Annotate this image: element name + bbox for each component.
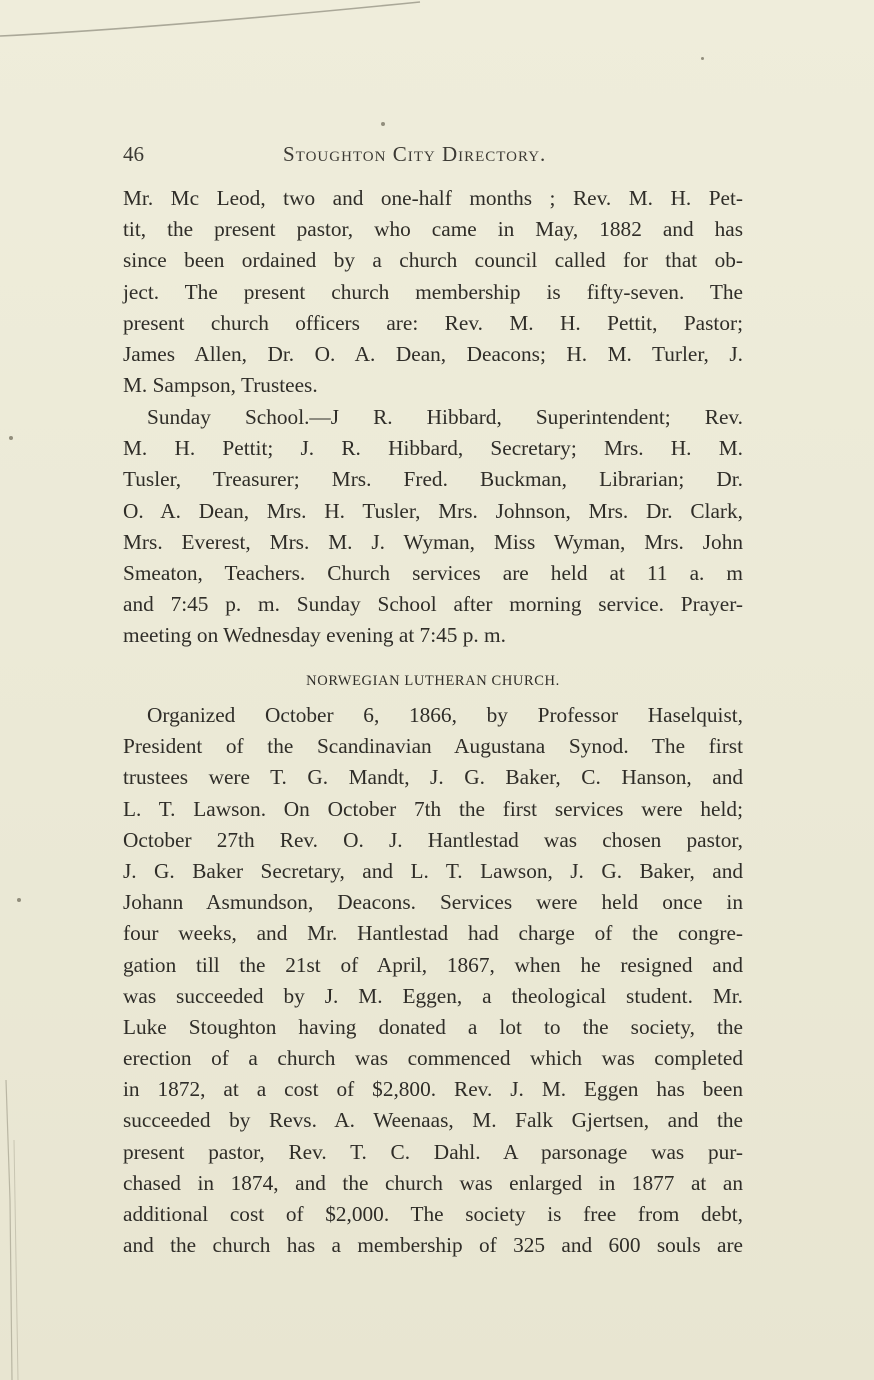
text-line: October 27th Rev. O. J. Hantlestad was chosen pastor, bbox=[123, 827, 743, 852]
text-line: Sunday School.—J R. Hibbard, Superintendent; Rev. bbox=[147, 405, 743, 429]
text-line: tit, the present pastor, who came in May, 1882 and has bbox=[123, 217, 743, 242]
text-line: M. H. Pettit; J. R. Hibbard, Secretary; Mrs. H. M. bbox=[123, 436, 743, 461]
text-line: succeeded by Revs. A. Weenaas, M. Falk Gjertsen, and the bbox=[123, 1108, 743, 1133]
text-line: Mr. Mc Leod, two and one-half months ; Rev. M. H. Pet- bbox=[123, 186, 743, 210]
text-line: Smeaton, Teachers. Church services are held at 11 a. m bbox=[123, 560, 743, 585]
text-line: L. T. Lawson. On October 7th the first services were held; bbox=[123, 796, 743, 821]
text-line: meeting on Wednesday evening at 7:45 p. m. bbox=[123, 623, 506, 648]
text-line: chased in 1874, and the church was enlarged in 1877 at an bbox=[123, 1170, 743, 1195]
page-edge-shadow bbox=[0, 0, 874, 60]
text-line: President of the Scandinavian Augustana Synod. The first bbox=[123, 734, 743, 759]
text-line: gation till the 21st of April, 1867, when he resigned and bbox=[123, 952, 743, 977]
paper-speck bbox=[17, 898, 21, 902]
paper-speck bbox=[9, 436, 13, 440]
binding-edge-mark bbox=[0, 1080, 30, 1380]
text-line: ject. The present church membership is fifty-seven. The bbox=[123, 279, 743, 304]
page-number: 46 bbox=[123, 142, 144, 166]
text-line: Tusler, Treasurer; Mrs. Fred. Buckman, Librarian; Dr. bbox=[123, 467, 743, 492]
text-line: since been ordained by a church council called for that ob- bbox=[123, 248, 743, 273]
text-line: Organized October 6, 1866, by Professor Haselquist, bbox=[147, 703, 743, 727]
paragraph-church-history bbox=[123, 183, 743, 401]
paper-speck bbox=[701, 57, 704, 60]
text-line: O. A. Dean, Mrs. H. Tusler, Mrs. Johnson, Mrs. Dr. Clark, bbox=[123, 498, 743, 523]
paragraph-norwegian-lutheran bbox=[123, 700, 743, 1261]
section-heading: NORWEGIAN LUTHERAN CHURCH. bbox=[306, 673, 560, 689]
running-title: Stoughton City Directory. bbox=[283, 142, 547, 166]
text-line: Johann Asmundson, Deacons. Services were held once in bbox=[123, 890, 743, 915]
text-line: M. Sampson, Trustees. bbox=[123, 373, 318, 398]
text-line: was succeeded by J. M. Eggen, a theological student. Mr. bbox=[123, 983, 743, 1008]
text-line: J. G. Baker Secretary, and L. T. Lawson, J. G. Baker, and bbox=[123, 858, 743, 883]
text-line: present pastor, Rev. T. C. Dahl. A parsonage was pur- bbox=[123, 1139, 743, 1164]
text-line: and the church has a membership of 325 and 600 souls are bbox=[123, 1233, 743, 1258]
text-line: trustees were T. G. Mandt, J. G. Baker, C. Hanson, and bbox=[123, 765, 743, 790]
page-header bbox=[123, 142, 743, 170]
text-line: James Allen, Dr. O. A. Dean, Deacons; H. M. Turler, J. bbox=[123, 341, 743, 366]
text-line: Luke Stoughton having donated a lot to the society, the bbox=[123, 1014, 743, 1039]
text-line: present church officers are: Rev. M. H. Pettit, Pastor; bbox=[123, 310, 743, 335]
text-line: Mrs. Everest, Mrs. M. J. Wyman, Miss Wyman, Mrs. John bbox=[123, 529, 743, 554]
text-line: erection of a church was commenced which was completed bbox=[123, 1046, 743, 1071]
paragraph-sunday-school bbox=[123, 402, 743, 652]
text-line: and 7:45 p. m. Sunday School after morning service. Prayer- bbox=[123, 592, 743, 617]
paper-speck bbox=[381, 122, 385, 126]
text-line: additional cost of $2,000. The society is free from debt, bbox=[123, 1202, 743, 1226]
text-line: in 1872, at a cost of $2,800. Rev. J. M. Eggen has been bbox=[123, 1077, 743, 1102]
text-line: four weeks, and Mr. Hantlestad had charge of the congre- bbox=[123, 921, 743, 946]
